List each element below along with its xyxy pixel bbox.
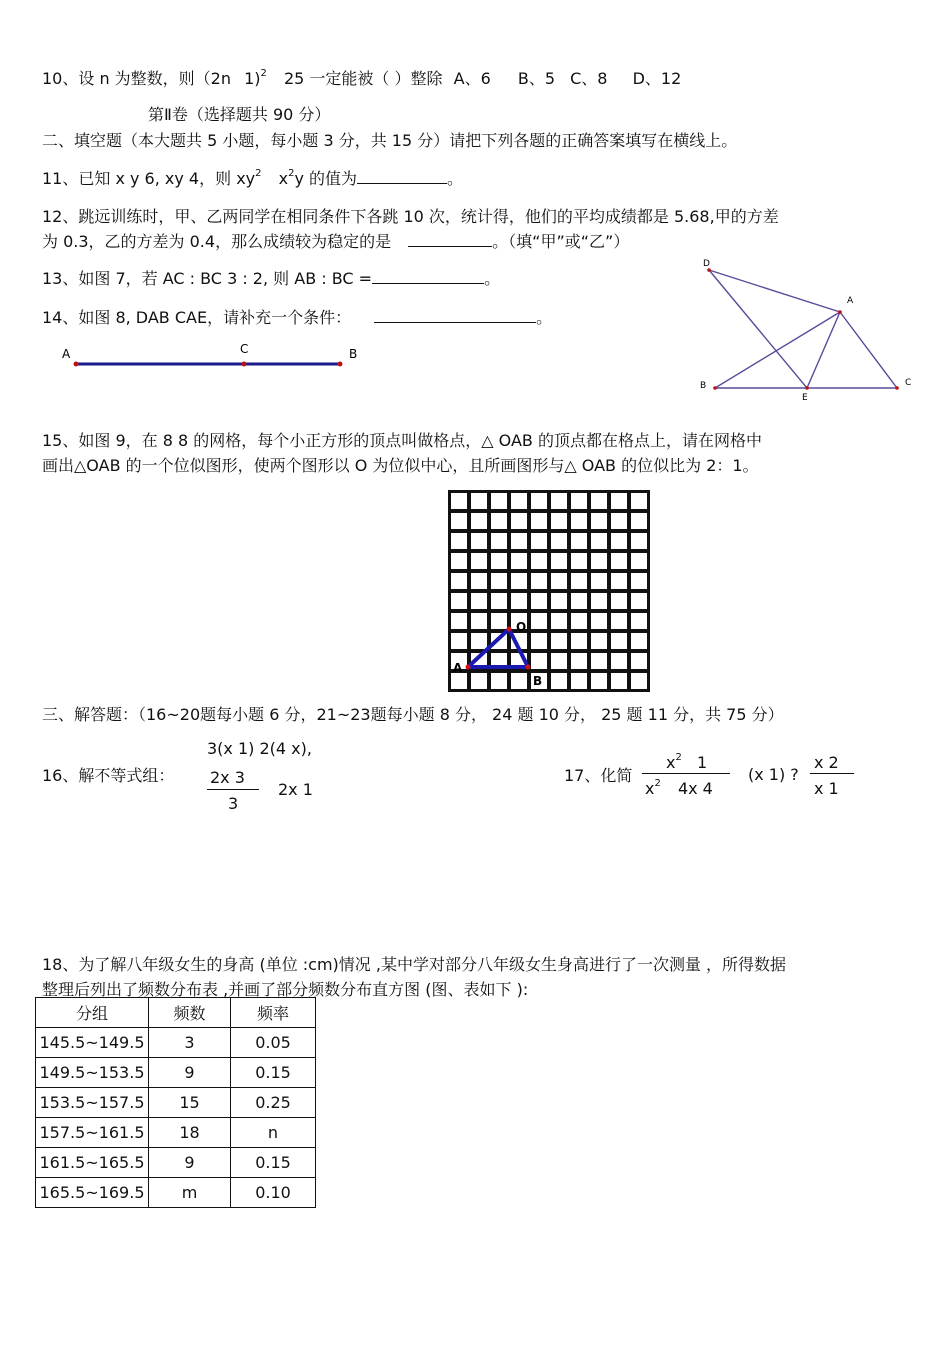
- grid-cell: [491, 493, 507, 509]
- q12-line2-end: 。（填“甲”或“乙”）: [492, 232, 630, 251]
- grid-cell: [631, 493, 647, 509]
- grid-cell: [491, 573, 507, 589]
- label-b: B: [533, 674, 543, 688]
- grid-cell: [531, 573, 547, 589]
- grid-cell: [631, 593, 647, 609]
- table-row: [36, 1118, 316, 1148]
- q12-line2: [42, 229, 629, 252]
- grid-cell: [531, 633, 547, 649]
- grid-cell: [631, 573, 647, 589]
- table-header-cell: 频率: [231, 998, 316, 1028]
- grid-cell: [571, 633, 587, 649]
- q10-option-a: A、6: [453, 69, 491, 88]
- table-row: [36, 1148, 316, 1178]
- q10-option-d: D、12: [632, 69, 682, 88]
- grid-cell: [471, 613, 487, 629]
- grid-cell: [571, 493, 587, 509]
- question-11: [42, 166, 463, 189]
- table-header-cell: 分组: [36, 998, 149, 1028]
- grid-cell: [611, 553, 627, 569]
- grid-cell: [591, 493, 607, 509]
- table-cell: 0.05: [231, 1028, 316, 1058]
- question-13: [42, 266, 500, 289]
- grid-cell: [571, 553, 587, 569]
- grid-cell: [451, 613, 467, 629]
- grid-cell: [471, 513, 487, 529]
- grid-cell: [551, 593, 567, 609]
- grid-cell: [631, 533, 647, 549]
- table-header-cell: 频数: [149, 998, 231, 1028]
- segment-de: [709, 270, 807, 388]
- q17-num-var: x: [666, 753, 676, 772]
- grid-cell: [531, 493, 547, 509]
- segment-ba: [715, 312, 840, 388]
- grid-cell: [551, 673, 567, 689]
- point-c-dot: [895, 386, 899, 390]
- table-cell: m: [149, 1178, 231, 1208]
- grid-cell: [491, 673, 507, 689]
- label-c: C: [240, 342, 249, 356]
- grid-cell: [591, 533, 607, 549]
- grid-cell: [551, 573, 567, 589]
- question-14: [42, 305, 552, 328]
- q10-after: 25 一定能被（ ）整除: [283, 69, 443, 88]
- label-e: E: [802, 393, 808, 403]
- grid-cell: [511, 493, 527, 509]
- q17-numerator: [666, 753, 707, 772]
- q14-answer-blank[interactable]: [374, 306, 536, 323]
- grid-cell: [571, 653, 587, 669]
- q17-num-exp: 2: [675, 752, 682, 763]
- q16-label: 16、解不等式组：: [42, 766, 175, 785]
- grid-cell: [531, 593, 547, 609]
- q12-line2-text: 为 0.3，乙的方差为 0.4，那么成绩较为稳定的是: [42, 232, 392, 251]
- grid-cell: [591, 513, 607, 529]
- grid-cell: [551, 613, 567, 629]
- table-cell: n: [231, 1118, 316, 1148]
- grid-cell: [451, 673, 467, 689]
- grid-cell: [471, 553, 487, 569]
- q17-fraction-bar-2: [810, 773, 854, 774]
- q11-end: 。: [447, 169, 464, 188]
- grid-cell: [551, 553, 567, 569]
- grid-cell: [491, 613, 507, 629]
- grid-cell: [571, 533, 587, 549]
- point-c-dot: [242, 362, 247, 367]
- grid-cell: [531, 533, 547, 549]
- grid-cell: [451, 593, 467, 609]
- figure-9-grid: [448, 490, 650, 692]
- q10-prefix: 10、设 n 为整数，则（2n: [42, 69, 231, 88]
- q17-numerator-2: x 2: [814, 753, 839, 772]
- label-a: A: [62, 347, 71, 361]
- q14-text: 14、如图 8, DAB CAE，请补充一个条件：: [42, 308, 352, 327]
- grid-cell: [471, 493, 487, 509]
- q17-middle-term: (x 1) ?: [748, 765, 799, 784]
- table-cell: 15: [149, 1088, 231, 1118]
- point-a-dot: [838, 310, 842, 314]
- grid-cell: [471, 633, 487, 649]
- q17-denominator: [645, 779, 713, 798]
- q13-text: 13、如图 7，若 AC : BC 3 : 2, 则 AB : BC =: [42, 269, 373, 288]
- frequency-table: [35, 997, 316, 1208]
- grid-cell: [471, 593, 487, 609]
- grid-cell: [451, 493, 467, 509]
- grid-cell: [591, 673, 607, 689]
- label-d: D: [703, 259, 710, 269]
- grid-cell: [571, 573, 587, 589]
- q11-answer-blank[interactable]: [357, 167, 447, 184]
- q10-mid: 1): [244, 69, 261, 88]
- label-b: B: [700, 381, 707, 391]
- table-row: [36, 1058, 316, 1088]
- q17-den-exp: 2: [654, 778, 661, 789]
- part2-title: 第Ⅱ卷（选择题共 90 分）: [148, 105, 331, 124]
- q14-end: 。: [536, 308, 553, 327]
- grid-cell: [551, 653, 567, 669]
- grid-cell: [631, 673, 647, 689]
- table-cell: 165.5~169.5: [36, 1178, 149, 1208]
- grid-cell: [491, 553, 507, 569]
- label-b: B: [349, 347, 358, 361]
- point-a-dot: [74, 362, 79, 367]
- grid-cell: [631, 653, 647, 669]
- q16-fraction-bar: [207, 789, 259, 790]
- table-row: [36, 1028, 316, 1058]
- q17-denominator-2: x 1: [814, 779, 839, 798]
- q11-exp2: 2: [288, 168, 295, 179]
- figure-7-segment: [58, 340, 368, 376]
- segment-da: [709, 270, 840, 312]
- label-c: C: [905, 378, 912, 388]
- grid-cell: [491, 513, 507, 529]
- table-cell: 0.25: [231, 1088, 316, 1118]
- q17-num-tail: 1: [696, 753, 708, 772]
- grid-cell: [531, 513, 547, 529]
- grid-cell: [611, 493, 627, 509]
- q10-option-c: C、8: [570, 69, 608, 88]
- segment-ac: [840, 312, 897, 388]
- q13-answer-blank[interactable]: [372, 267, 484, 284]
- grid-cell: [631, 613, 647, 629]
- grid-cell: [611, 513, 627, 529]
- q13-end: 。: [484, 269, 501, 288]
- grid-cell: [511, 513, 527, 529]
- table-cell: 18: [149, 1118, 231, 1148]
- q18-line2: 整理后列出了频数分布表 ,并画了部分频数分布直方图 (图、表如下 ):: [42, 980, 529, 999]
- q11-exp1: 2: [255, 168, 262, 179]
- grid-cell: [491, 593, 507, 609]
- grid-cell: [611, 613, 627, 629]
- grid-cell: [591, 573, 607, 589]
- grid-cell: [451, 573, 467, 589]
- grid-cell: [571, 513, 587, 529]
- grid-cell: [611, 633, 627, 649]
- grid-cell: [471, 573, 487, 589]
- question-10: [42, 66, 681, 89]
- grid-cell: [451, 553, 467, 569]
- point-a-dot: [466, 665, 471, 670]
- grid-cell: [551, 493, 567, 509]
- q11-text-c: y 的值为: [294, 169, 358, 188]
- grid-cell: [471, 673, 487, 689]
- table-cell: 0.10: [231, 1178, 316, 1208]
- section3-heading: 三、解答题：（16~20题每小题 6 分，21~23题每小题 8 分， 24 题 10 分， 25 题 11 分，共 75 分）: [42, 705, 784, 724]
- grid-cell: [551, 513, 567, 529]
- q17-label: 17、化简: [564, 766, 633, 785]
- grid-cell: [611, 593, 627, 609]
- grid-cell: [531, 613, 547, 629]
- point-e-dot: [805, 386, 809, 390]
- q16-rhs: 2x 1: [278, 780, 313, 799]
- label-o: O: [516, 620, 527, 634]
- grid-cell: [591, 633, 607, 649]
- grid-cell: [451, 513, 467, 529]
- table-cell: 9: [149, 1058, 231, 1088]
- point-o-dot: [507, 627, 512, 632]
- grid-cell: [511, 533, 527, 549]
- grid-cell: [451, 633, 467, 649]
- table-cell: 157.5~161.5: [36, 1118, 149, 1148]
- q11-text-b: x: [278, 169, 289, 188]
- grid-cell: [591, 613, 607, 629]
- grid-cell: [451, 533, 467, 549]
- q16-fraction-denominator: 3: [228, 794, 239, 813]
- table-cell: 161.5~165.5: [36, 1148, 149, 1178]
- grid-cell: [571, 673, 587, 689]
- grid-cell: [611, 573, 627, 589]
- q16-inequality-1: 3(x 1) 2(4 x),: [207, 739, 312, 758]
- q15-line2: 画出△OAB 的一个位似图形，使两个图形以 O 为位似中心，且所画图形与△ OAB 的位似比为 2：1。: [42, 456, 759, 475]
- grid-cell: [571, 593, 587, 609]
- q12-line1: 12、跳远训练时，甲、乙两同学在相同条件下各跳 10 次，统计得，他们的平均成绩都是 5.68,甲的方差: [42, 207, 779, 226]
- grid-cell: [591, 653, 607, 669]
- grid-cell: [511, 553, 527, 569]
- q10-option-b: B、5: [517, 69, 556, 88]
- grid-cell: [551, 633, 567, 649]
- table-header-row: [36, 998, 316, 1028]
- q17-den-var: x: [645, 779, 655, 798]
- grid-cell: [531, 653, 547, 669]
- segment-ea: [807, 312, 840, 388]
- point-b-dot: [526, 665, 531, 670]
- figure-8-triangles: [695, 255, 920, 405]
- grid-cell: [591, 593, 607, 609]
- grid-cell: [631, 633, 647, 649]
- grid-cell: [591, 553, 607, 569]
- grid-cell: [571, 613, 587, 629]
- section2-heading: 二、填空题（本大题共 5 小题，每小题 3 分，共 15 分）请把下列各题的正确答案填写在横线上。: [42, 131, 738, 150]
- grid-cell: [611, 653, 627, 669]
- table-cell: 3: [149, 1028, 231, 1058]
- label-a: A: [847, 296, 854, 306]
- q17-den-tail: 4x 4: [677, 779, 713, 798]
- grid-cell: [491, 533, 507, 549]
- grid-cell: [511, 673, 527, 689]
- grid-cell: [611, 533, 627, 549]
- point-b-dot: [713, 386, 717, 390]
- table-cell: 145.5~149.5: [36, 1028, 149, 1058]
- grid-cell: [611, 673, 627, 689]
- table-cell: 0.15: [231, 1058, 316, 1088]
- q18-line1: 18、为了解八年级女生的身高 (单位 :cm)情况 ,某中学对部分八年级女生身高进行了一次测量 ，所得数据: [42, 955, 787, 974]
- q12-answer-blank[interactable]: [408, 230, 492, 247]
- grid-cell: [551, 533, 567, 549]
- q16-fraction-numerator: 2x 3: [210, 768, 245, 787]
- table-cell: 149.5~153.5: [36, 1058, 149, 1088]
- q15-line1: 15、如图 9，在 8 8 的网格，每个小正方形的顶点叫做格点，△ OAB 的顶点都在格点上，请在网格中: [42, 431, 762, 450]
- table-row: [36, 1178, 316, 1208]
- table-row: [36, 1088, 316, 1118]
- grid-cell: [471, 533, 487, 549]
- q17-fraction-bar-1: [642, 773, 730, 774]
- grid-cell: [631, 553, 647, 569]
- grid-cell: [531, 553, 547, 569]
- grid-cell: [511, 593, 527, 609]
- q10-exponent: 2: [260, 68, 267, 79]
- grid-cell: [511, 573, 527, 589]
- table-cell: 153.5~157.5: [36, 1088, 149, 1118]
- table-cell: 0.15: [231, 1148, 316, 1178]
- q11-text-a: 11、已知 x y 6, xy 4，则 xy: [42, 169, 256, 188]
- label-a: A: [453, 661, 463, 675]
- point-b-dot: [338, 362, 343, 367]
- grid-cell: [631, 513, 647, 529]
- table-cell: 9: [149, 1148, 231, 1178]
